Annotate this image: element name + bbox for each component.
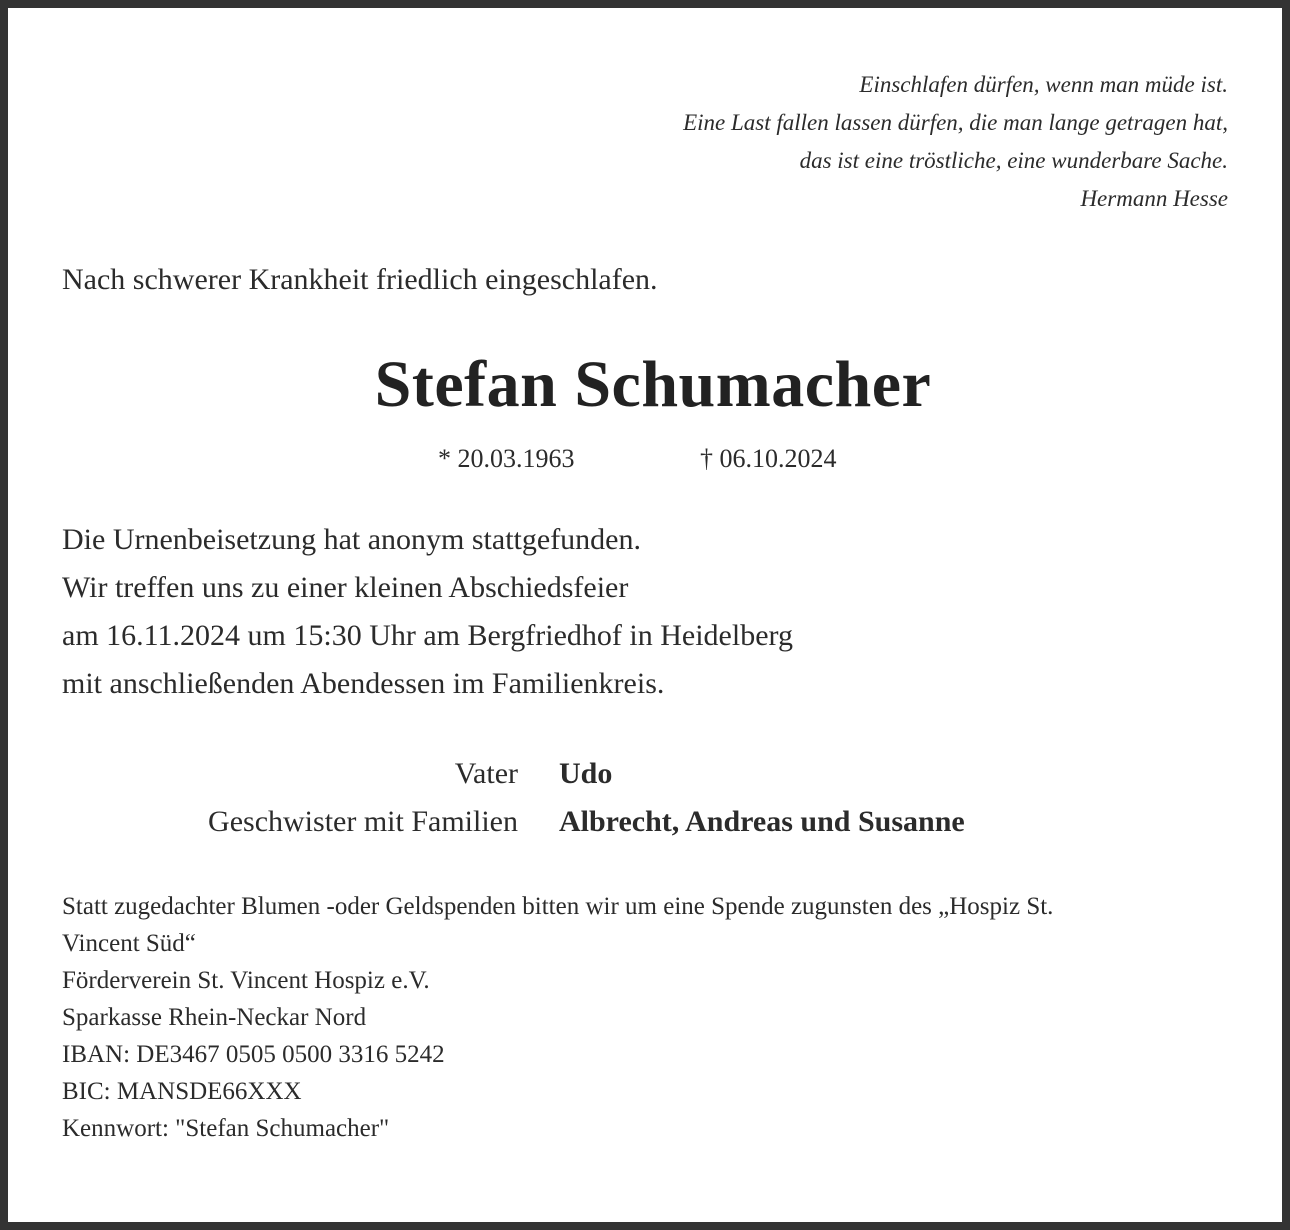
details-line: mit anschließenden Abendessen im Familienkreis. xyxy=(62,667,665,700)
ceremony-details xyxy=(62,516,793,708)
donation-iban: IBAN: DE3467 0505 0500 3316 5242 xyxy=(62,1041,445,1068)
birth-date: * 20.03.1963 xyxy=(438,444,575,473)
details-line: Die Urnenbeisetzung hat anonym stattgefunden. xyxy=(62,523,641,556)
donation-line: Sparkasse Rhein-Neckar Nord xyxy=(62,1004,367,1031)
donation-line: Förderverein St. Vincent Hospiz e.V. xyxy=(62,967,430,994)
epigraph-quote xyxy=(683,66,1228,218)
details-line: Wir treffen uns zu einer kleinen Abschiedsfeier xyxy=(62,571,629,604)
quote-author: Hermann Hesse xyxy=(1080,186,1228,211)
mourner-names: Udo xyxy=(559,757,613,790)
donation-bic: BIC: MANSDE66XXX xyxy=(62,1078,302,1105)
mourners-list xyxy=(8,750,1290,846)
donation-keyword: Kennwort: "Stefan Schumacher" xyxy=(62,1115,390,1142)
mourner-names: Albrecht, Andreas und Susanne xyxy=(559,805,965,838)
deceased-name: Stefan Schumacher xyxy=(374,348,932,421)
details-line: am 16.11.2024 um 15:30 Uhr am Bergfriedhof in Heidelberg xyxy=(62,619,793,652)
intro-text: Nach schwerer Krankheit friedlich eingeschlafen. xyxy=(62,263,658,296)
donation-info xyxy=(62,888,1252,1147)
death-date: † 06.10.2024 xyxy=(700,444,837,473)
mourner-relation: Vater xyxy=(454,757,518,790)
mourner-relation: Geschwister mit Familien xyxy=(208,805,518,838)
mourner-row xyxy=(8,798,1290,846)
donation-line: Vincent Süd“ xyxy=(62,930,196,957)
quote-line: Eine Last fallen lassen dürfen, die man lange getragen hat, xyxy=(683,110,1228,135)
donation-line: Statt zugedachter Blumen -oder Geldspenden bitten wir um eine Spende zugunsten des „Hospiz St. xyxy=(62,893,1054,920)
quote-line: Einschlafen dürfen, wenn man müde ist. xyxy=(859,72,1228,97)
quote-line: das ist eine tröstliche, eine wunderbare Sache. xyxy=(799,148,1228,173)
mourner-row xyxy=(8,750,1290,798)
